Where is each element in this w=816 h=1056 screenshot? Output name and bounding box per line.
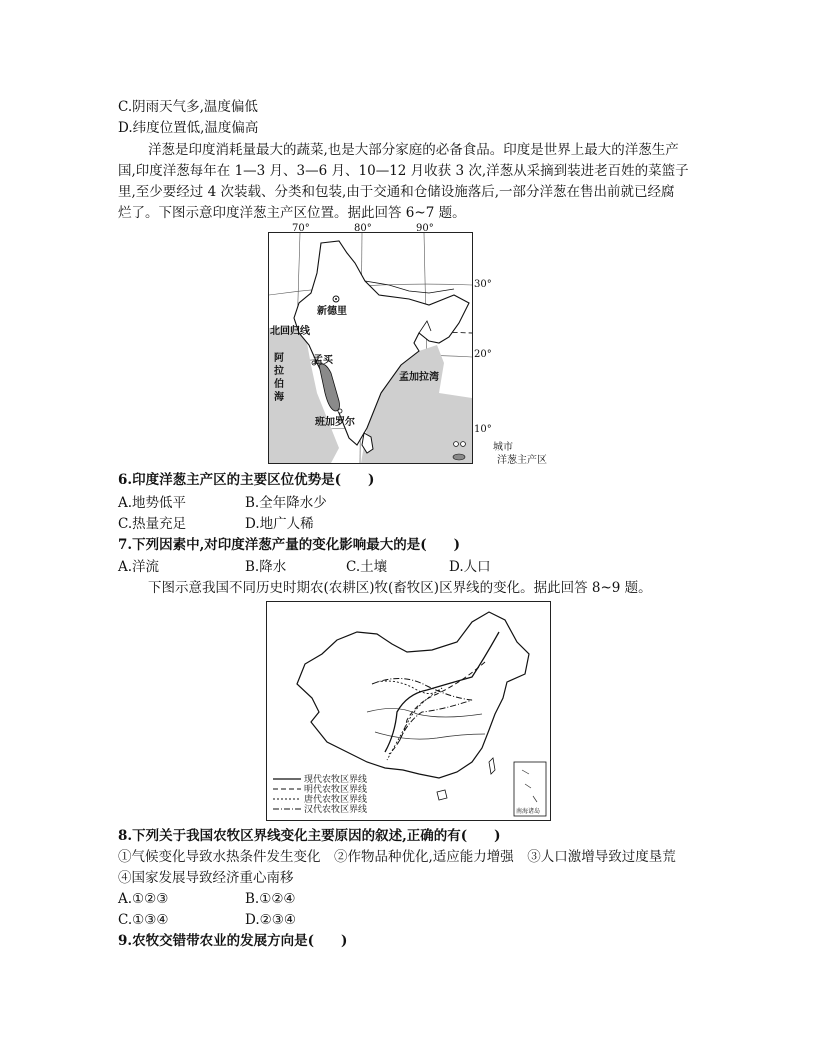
passage-line: 烂了。下图示意印度洋葱主产区位置。据此回答 6~7 题。 bbox=[118, 205, 466, 221]
q6-option-d: D.地广人稀 bbox=[245, 516, 314, 532]
lat-label: 30° bbox=[474, 279, 492, 290]
label-delhi: 新德里 bbox=[317, 306, 347, 317]
inset-label: 南海诸岛 bbox=[516, 808, 541, 815]
q6-option-b: B.全年降水少 bbox=[245, 495, 327, 511]
lon-label: 70° bbox=[292, 223, 310, 234]
question-9-stem: 9.农牧交错带农业的发展方向是( ) bbox=[118, 933, 348, 949]
question-6-stem: 6.印度洋葱主产区的主要区位优势是( ) bbox=[118, 472, 375, 488]
q8-items-line: ①气候变化导致水热条件发生变化 ②作物品种优化,适应能力增强 ③人口激增导致过度垦荒 bbox=[118, 849, 676, 865]
q6-option-a: A.地势低平 bbox=[118, 495, 187, 511]
legend-ming-label: 明代农牧区界线 bbox=[304, 785, 368, 795]
lon-label: 80° bbox=[354, 223, 372, 234]
passage-line: 洋葱是印度消耗量最大的蔬菜,也是大部分家庭的必备食品。印度是世界上最大的洋葱生产 bbox=[148, 142, 679, 158]
legend-onion-label: 洋葱主产区 bbox=[497, 455, 547, 466]
legend-city-label: 城市 bbox=[493, 442, 513, 453]
q8-option-b: B.①②④ bbox=[245, 891, 296, 907]
legend-modern-label: 现代农牧区界线 bbox=[304, 775, 368, 785]
option-d-prev: D.纬度位置低,温度偏高 bbox=[118, 120, 259, 136]
lon-label: 90° bbox=[416, 223, 434, 234]
option-c-prev: C.阴雨天气多,温度偏低 bbox=[118, 99, 258, 115]
label-bay-of-bengal: 孟加拉湾 bbox=[399, 372, 439, 383]
passage-line: 下图示意我国不同历史时期农(农耕区)牧(畜牧区)区界线的变化。据此回答 8~9 题。 bbox=[148, 580, 652, 596]
q7-option-b: B.降水 bbox=[245, 559, 287, 575]
passage-line: 里,至少要经过 4 次装载、分类和包装,由于交通和仓储设施落后,一部分洋葱在售出前就已经腐 bbox=[118, 184, 675, 200]
legend-han-label: 汉代农牧区界线 bbox=[304, 805, 368, 815]
legend-onion-symbol bbox=[453, 454, 465, 460]
q8-option-a: A.①②③ bbox=[118, 891, 169, 907]
q8-items-line: ④国家发展导致经济重心南移 bbox=[118, 870, 294, 886]
q7-option-d: D.人口 bbox=[449, 559, 491, 575]
passage-line: 国,印度洋葱每年在 1—3 月、3—6 月、10—12 月收获 3 次,洋葱从采摘到装进老百姓的菜篮子 bbox=[118, 163, 689, 179]
label-mumbai: 孟买 bbox=[313, 355, 333, 366]
legend-tang-label: 唐代农牧区界线 bbox=[304, 795, 368, 805]
q7-option-a: A.洋流 bbox=[118, 559, 160, 575]
label-arabian-sea: 阿拉伯海 bbox=[274, 353, 284, 403]
india-onion-map bbox=[268, 232, 473, 464]
label-bangalore: 班加罗尔 bbox=[315, 417, 355, 428]
india-map-svg bbox=[269, 233, 472, 463]
q8-option-d: D.②③④ bbox=[245, 912, 296, 928]
lat-label: 20° bbox=[474, 349, 492, 360]
q7-option-c: C.土壤 bbox=[346, 559, 388, 575]
label-tropic: 北回归线 bbox=[270, 326, 310, 337]
legend-city-symbol bbox=[454, 442, 459, 447]
question-7-stem: 7.下列因素中,对印度洋葱产量的变化影响最大的是( ) bbox=[118, 537, 461, 553]
q8-option-c: C.①③④ bbox=[118, 912, 169, 928]
question-8-stem: 8.下列关于我国农牧区界线变化主要原因的叙述,正确的有( ) bbox=[118, 828, 501, 844]
lat-label: 10° bbox=[474, 424, 492, 435]
q6-option-c: C.热量充足 bbox=[118, 516, 187, 532]
